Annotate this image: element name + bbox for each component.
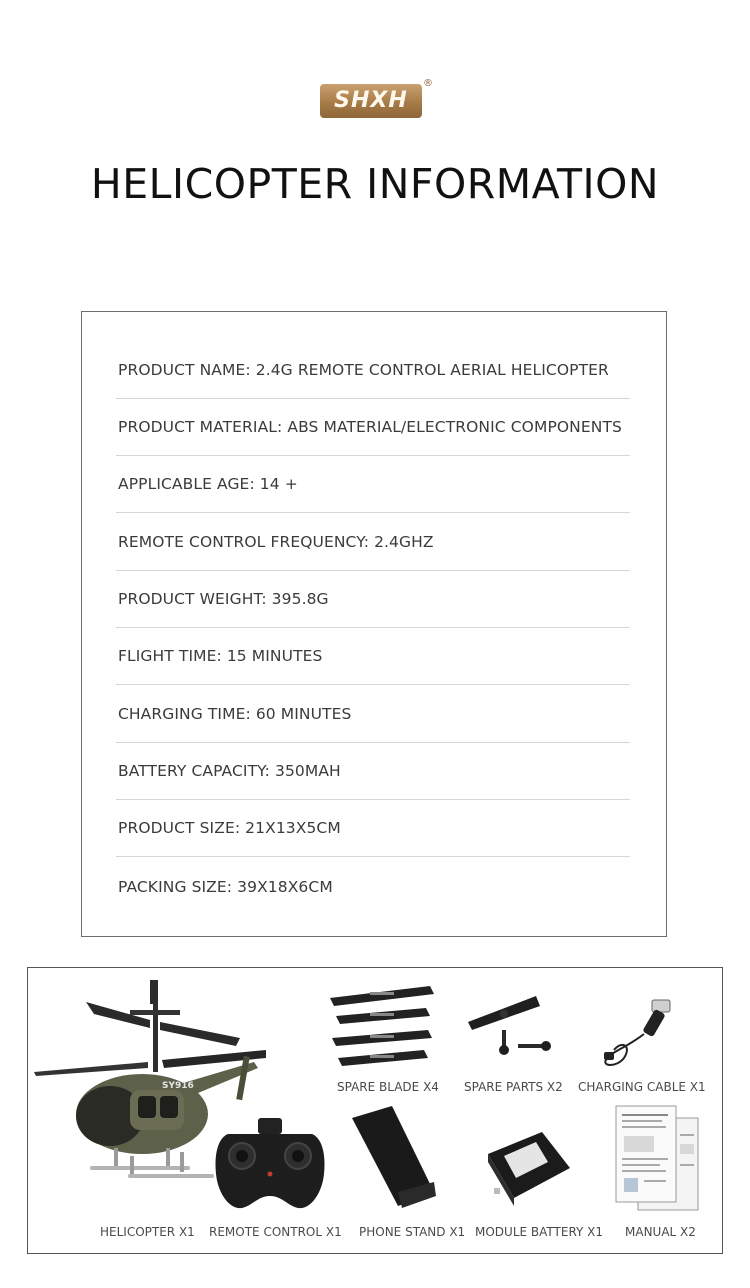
spec-box <box>81 311 667 937</box>
spec-row-age <box>116 456 630 513</box>
spare-blade-image <box>326 982 438 1072</box>
spec-text: PACKING SIZE: 39X18X6CM <box>118 877 333 896</box>
manual-image <box>610 1104 704 1216</box>
spec-row-packing-size <box>116 858 630 915</box>
spec-row-frequency <box>116 514 630 571</box>
spare-parts-image <box>464 990 554 1060</box>
module-battery-image <box>482 1128 574 1210</box>
label-phone-stand: PHONE STAND X1 <box>359 1225 466 1239</box>
spec-text: PRODUCT WEIGHT: 395.8G <box>118 590 329 608</box>
label-spare-parts: SPARE PARTS X2 <box>464 1080 563 1094</box>
label-manual: MANUAL X2 <box>625 1225 696 1239</box>
spec-row-product-size <box>116 800 630 857</box>
label-module-battery: MODULE BATTERY X1 <box>475 1225 604 1239</box>
label-spare-blade: SPARE BLADE X4 <box>337 1080 439 1094</box>
spec-text: PRODUCT NAME: 2.4G REMOTE CONTROL AERIAL HELICOPTER <box>118 361 609 379</box>
spec-row-flight-time <box>116 628 630 685</box>
charging-cable-image <box>596 992 680 1068</box>
label-remote-control: REMOTE CONTROL X1 <box>209 1225 342 1239</box>
remote-control-image <box>212 1114 328 1214</box>
page-title: HELICOPTER INFORMATION <box>90 160 660 208</box>
spec-row-battery <box>116 743 630 800</box>
helicopter-marking: SY916 <box>162 1081 194 1091</box>
logo-text: SHXH <box>334 88 408 113</box>
accessories-box <box>27 967 723 1254</box>
label-charging-cable: CHARGING CABLE X1 <box>578 1080 706 1094</box>
spec-text: PRODUCT MATERIAL: ABS MATERIAL/ELECTRONIC COMPONENTS <box>118 418 622 436</box>
label-helicopter: HELICOPTER X1 <box>100 1225 195 1239</box>
spec-text: REMOTE CONTROL FREQUENCY: 2.4GHZ <box>118 533 434 551</box>
spec-text: PRODUCT SIZE: 21X13X5CM <box>118 819 341 837</box>
spec-row-weight <box>116 571 630 628</box>
spec-row-product-name <box>116 342 630 399</box>
spec-text: BATTERY CAPACITY: 350MAH <box>118 762 341 780</box>
phone-stand-image <box>348 1104 438 1210</box>
spec-row-charging-time <box>116 686 630 743</box>
spec-text: CHARGING TIME: 60 MINUTES <box>118 705 352 723</box>
spec-row-material <box>116 399 630 456</box>
brand-logo <box>320 78 433 118</box>
registered-mark: ® <box>423 78 433 89</box>
spec-text: APPLICABLE AGE: 14 + <box>118 475 298 493</box>
spec-text: FLIGHT TIME: 15 MINUTES <box>118 647 323 665</box>
